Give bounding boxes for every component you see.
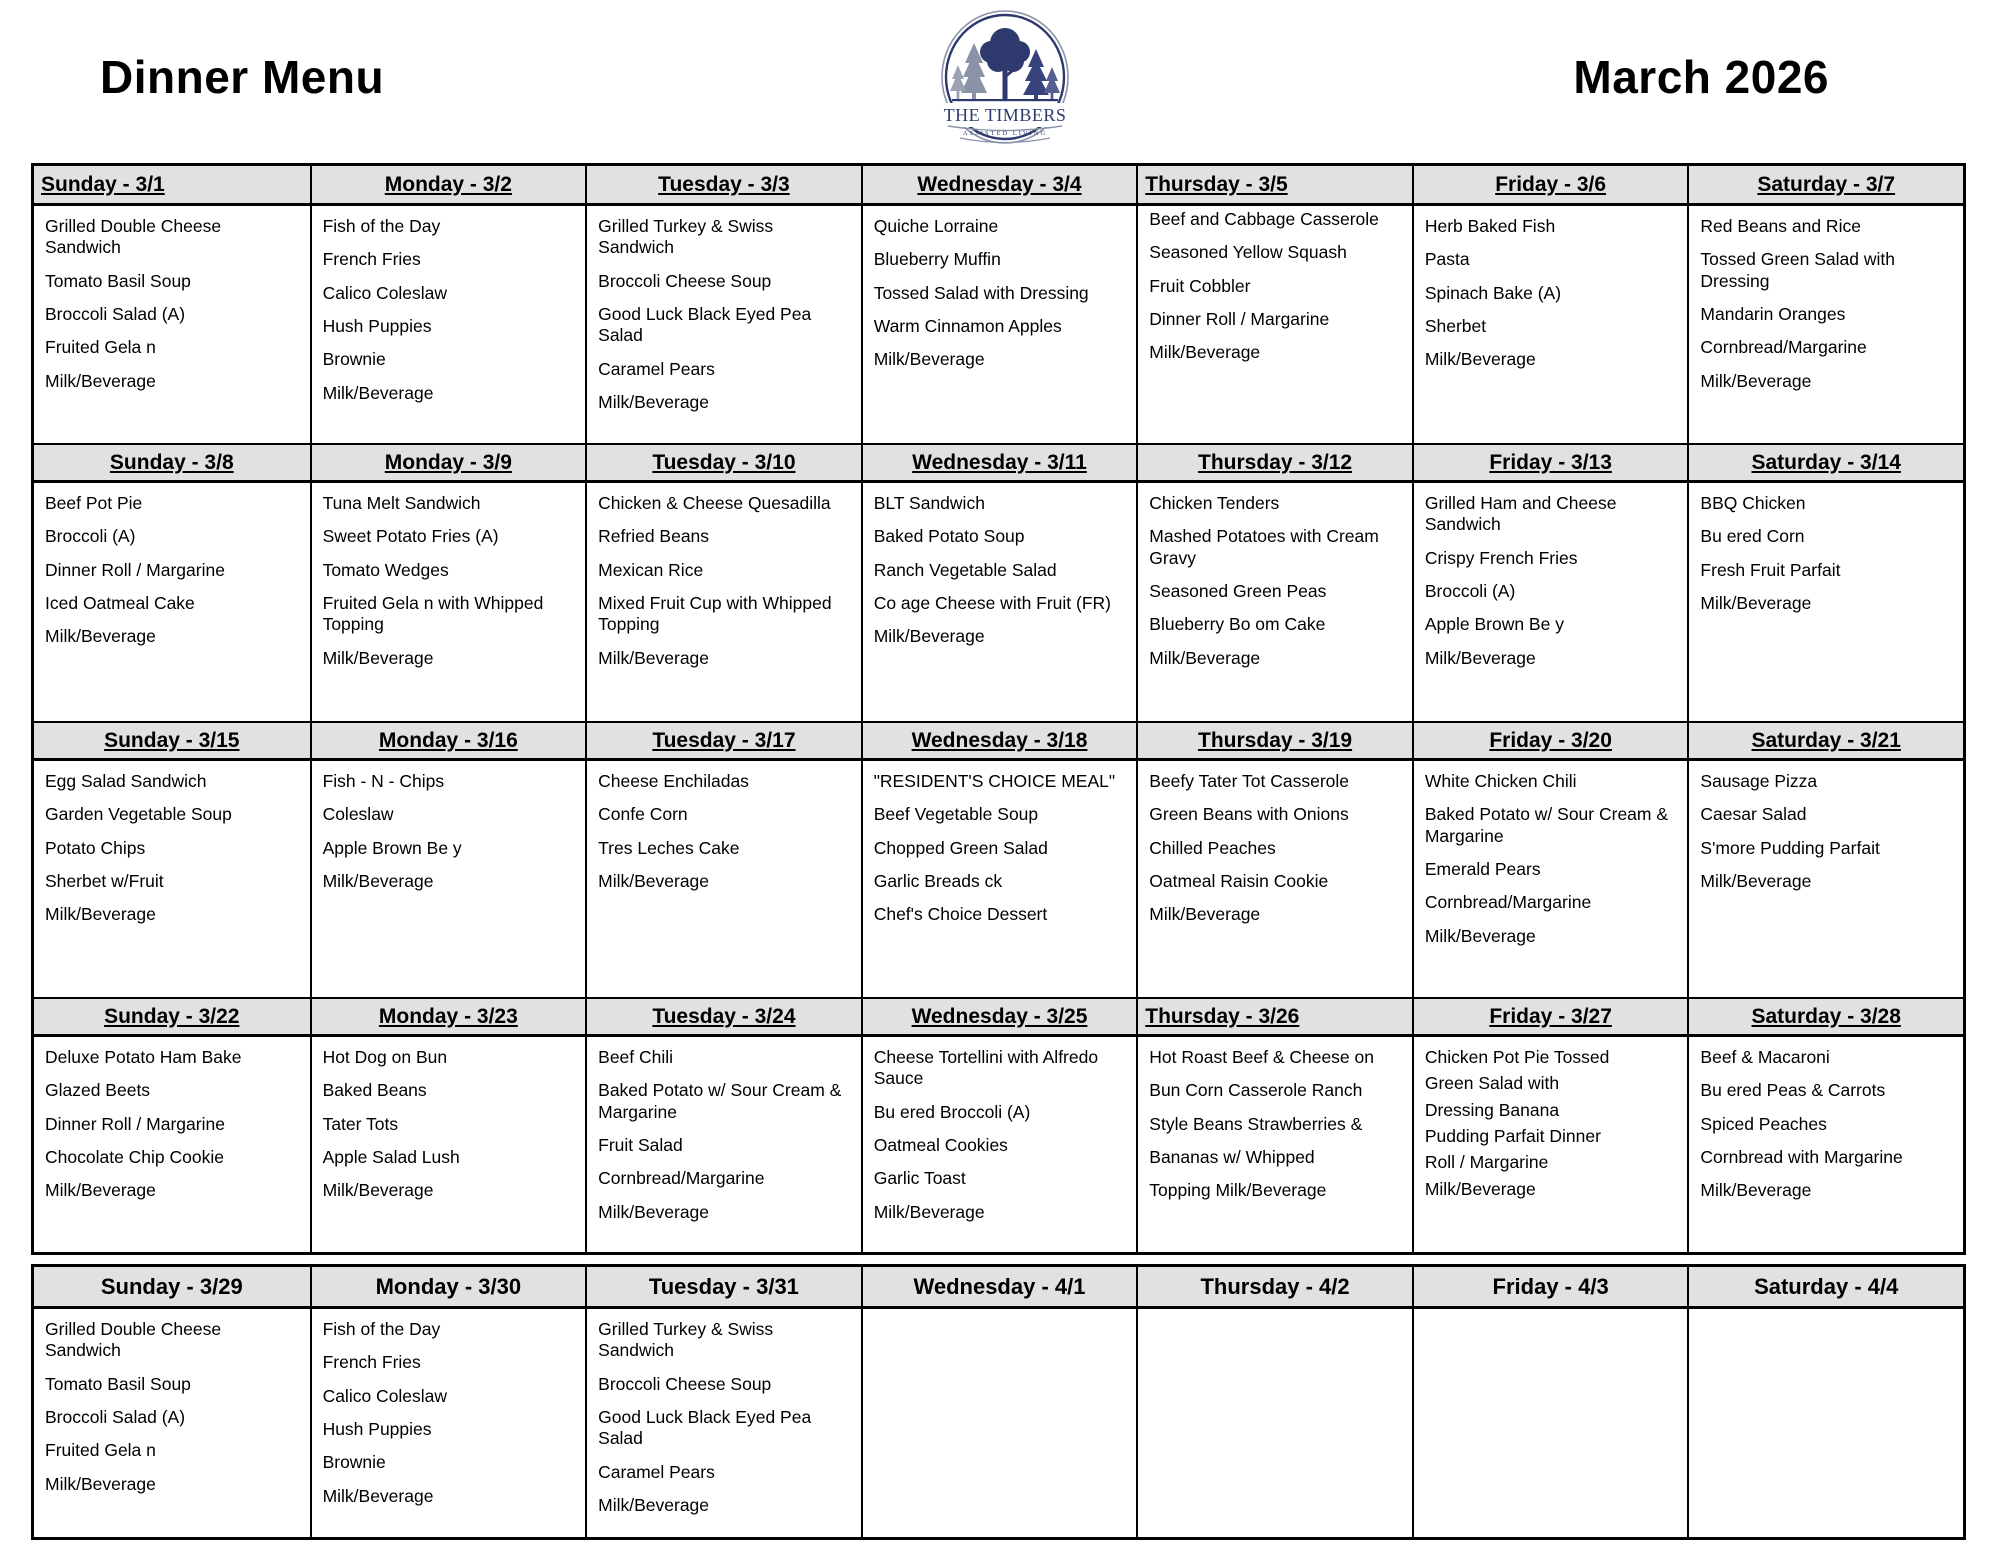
day-cell <box>310 206 586 443</box>
day-cell <box>1687 206 1963 443</box>
menu-item: Cornbread/Margarine <box>1700 337 1867 358</box>
day-header-label: Saturday - 3/14 <box>1751 450 1901 474</box>
timbers-logo-graphic <box>930 4 1080 156</box>
menu-item: Cheese Tortellini with Alfredo Sauce <box>873 1047 1099 1089</box>
day-cell <box>585 1037 861 1252</box>
day-header <box>861 721 1137 761</box>
day-header <box>861 1267 1137 1309</box>
menu-item: Bu ered Peas & Carrots <box>1700 1080 1886 1101</box>
day-cell <box>861 761 1137 997</box>
menu-item: Sweet Potato Fries (A) <box>322 526 499 547</box>
day-header-label: Monday - 3/2 <box>384 172 512 196</box>
menu-item: Cheese Enchiladas <box>598 771 749 791</box>
menu-item: Milk/Beverage <box>322 1180 434 1201</box>
menu-item: Quiche Lorraine <box>873 216 999 236</box>
menu-item: Milk/Beverage <box>598 647 710 668</box>
day-cell <box>1136 206 1412 443</box>
day-header-label: Wednesday - 3/25 <box>911 1004 1088 1028</box>
menu-item: Fruit Cobbler <box>1149 275 1251 296</box>
day-header-label: Wednesday - 4/1 <box>913 1273 1086 1299</box>
menu-item: Grilled Ham and Cheese Sandwich <box>1424 493 1617 535</box>
menu-item: Milk/Beverage <box>1700 1180 1812 1201</box>
menu-item: Milk/Beverage <box>1149 904 1261 925</box>
menu-item: Milk/Beverage <box>322 1485 434 1506</box>
menu-item: Egg Salad Sandwich <box>45 771 207 791</box>
menu-item: Milk/Beverage <box>1700 370 1812 391</box>
menu-item: Tuna Melt Sandwich <box>322 493 481 513</box>
day-header <box>1136 166 1412 206</box>
day-header <box>585 1267 861 1309</box>
week-row-4 <box>34 997 1963 1252</box>
menu-item: Broccoli Salad (A) <box>45 1407 186 1428</box>
menu-item: Beefy Tater Tot Casserole <box>1149 771 1350 791</box>
day-cell <box>1136 1037 1412 1252</box>
menu-item: S'more Pudding Parfait <box>1700 837 1880 858</box>
day-cell <box>310 1037 586 1252</box>
menu-item: Hot Roast Beef & Cheese on <box>1149 1047 1374 1067</box>
day-cell <box>1687 1037 1963 1252</box>
day-header <box>1687 721 1963 761</box>
day-header <box>861 443 1137 483</box>
day-header <box>1687 1267 1963 1309</box>
day-cell <box>1687 1309 1963 1537</box>
menu-item: Baked Beans <box>322 1080 427 1101</box>
menu-item: Milk/Beverage <box>1424 349 1536 370</box>
menu-item: BLT Sandwich <box>873 493 985 513</box>
day-header <box>34 443 310 483</box>
menu-item: Dinner Roll / Margarine <box>45 559 225 580</box>
menu-item: Mandarin Oranges <box>1700 304 1846 325</box>
menu-item: Emerald Pears <box>1424 859 1541 880</box>
day-header-label: Sunday - 3/29 <box>100 1273 243 1299</box>
day-header <box>1687 997 1963 1037</box>
menu-item: Milk/Beverage <box>873 349 985 370</box>
day-header <box>585 997 861 1037</box>
day-cell <box>34 1309 310 1537</box>
day-header-label: Wednesday - 3/11 <box>912 450 1087 474</box>
menu-item: Calico Coleslaw <box>322 1385 448 1406</box>
menu-item: Milk/Beverage <box>45 1473 156 1494</box>
menu-item: Milk/Beverage <box>1700 593 1812 614</box>
menu-item: Fresh Fruit Parfait <box>1700 559 1841 580</box>
menu-item: Roll / Margarine <box>1424 1152 1549 1173</box>
menu-item: Pasta <box>1424 249 1470 270</box>
day-header-label: Thursday - 3/5 <box>1145 172 1288 196</box>
menu-item: Hush Puppies <box>322 1419 432 1440</box>
day-header <box>861 166 1137 206</box>
menu-item: Milk/Beverage <box>322 871 434 892</box>
day-cell <box>34 483 310 721</box>
day-header <box>1687 166 1963 206</box>
month-title: March 2026 <box>1573 51 1829 103</box>
menu-item: Milk/Beverage <box>873 1201 985 1222</box>
menu-item: Ranch Vegetable Salad <box>873 559 1057 580</box>
menu-item: Co age Cheese with Fruit (FR) <box>873 593 1112 614</box>
menu-item: Milk/Beverage <box>598 1495 710 1516</box>
menu-item: Red Beans and Rice <box>1700 216 1861 236</box>
menu-item: Milk/Beverage <box>45 904 156 925</box>
menu-item: Coleslaw <box>322 804 394 825</box>
day-header-label: Saturday - 3/28 <box>1751 1004 1901 1028</box>
day-cell <box>861 206 1137 443</box>
day-cell <box>1412 206 1688 443</box>
menu-item: French Fries <box>322 249 421 270</box>
day-header-label: Sunday - 3/15 <box>104 728 240 752</box>
menu-item: Milk/Beverage <box>1424 1178 1536 1199</box>
menu-item: Hush Puppies <box>322 316 432 337</box>
menu-item: Glazed Beets <box>45 1080 151 1101</box>
menu-item: Milk/Beverage <box>1149 342 1261 363</box>
menu-item: Chicken & Cheese Quesadilla <box>598 493 831 513</box>
day-header <box>1136 721 1412 761</box>
menu-item: Bananas w/ Whipped <box>1149 1147 1315 1168</box>
menu-item: Garlic Toast <box>873 1168 966 1189</box>
menu-item: Milk/Beverage <box>45 626 156 647</box>
day-header <box>310 997 586 1037</box>
day-header <box>1412 443 1688 483</box>
menu-item: Pudding Parfait Dinner <box>1424 1126 1601 1147</box>
day-cell <box>1136 1309 1412 1537</box>
menu-item: Milk/Beverage <box>873 626 985 647</box>
day-header-label: Thursday - 3/12 <box>1198 450 1353 474</box>
menu-item: Blueberry Muffin <box>873 249 1001 270</box>
menu-item: Fruited Gela n with Whipped Topping <box>322 593 544 635</box>
menu-item: Beef Pot Pie <box>45 493 143 513</box>
week-row-5 <box>34 1267 1963 1537</box>
menu-item: Calico Coleslaw <box>322 282 448 303</box>
day-header-label: Monday - 3/16 <box>378 728 518 752</box>
menu-item: Seasoned Green Peas <box>1149 581 1327 602</box>
menu-item: Green Salad with <box>1424 1073 1560 1094</box>
menu-item: Caesar Salad <box>1700 804 1807 825</box>
menu-item: Grilled Double Cheese Sandwich <box>45 216 222 258</box>
week-row-2 <box>34 443 1963 721</box>
menu-item: Bu ered Corn <box>1700 526 1805 547</box>
menu-item: Style Beans Strawberries & <box>1149 1113 1363 1134</box>
day-header-label: Friday - 3/20 <box>1489 728 1612 752</box>
menu-calendar-week-5 <box>31 1264 1966 1540</box>
menu-item: Deluxe Potato Ham Bake <box>45 1047 242 1067</box>
day-header <box>310 166 586 206</box>
day-cell <box>1136 483 1412 721</box>
day-cell <box>310 761 586 997</box>
menu-item: Broccoli (A) <box>1424 581 1516 602</box>
day-header <box>1136 443 1412 483</box>
day-cell <box>1412 761 1688 997</box>
menu-item: Dinner Roll / Margarine <box>1149 309 1330 330</box>
day-cell <box>585 206 861 443</box>
day-cell <box>34 206 310 443</box>
day-header-label: Thursday - 3/26 <box>1145 1004 1300 1028</box>
day-cell <box>585 483 861 721</box>
menu-item: Milk/Beverage <box>598 871 710 892</box>
menu-item: Chicken Tenders <box>1149 493 1280 513</box>
menu-item: Baked Potato w/ Sour Cream & Margarine <box>598 1080 842 1122</box>
menu-item: Spinach Bake (A) <box>1424 282 1562 303</box>
day-header <box>34 1267 310 1309</box>
menu-item: Dinner Roll / Margarine <box>45 1113 225 1134</box>
menu-item: Topping Milk/Beverage <box>1149 1180 1327 1201</box>
day-header-label: Monday - 3/30 <box>375 1273 522 1299</box>
day-header-label: Sunday - 3/22 <box>104 1004 240 1028</box>
day-header-label: Tuesday - 3/17 <box>652 728 796 752</box>
day-header-label: Tuesday - 3/31 <box>648 1273 799 1299</box>
day-cell <box>1136 761 1412 997</box>
menu-item: Chopped Green Salad <box>873 837 1048 858</box>
menu-item: Apple Brown Be y <box>1424 614 1564 635</box>
menu-item: Milk/Beverage <box>322 382 434 403</box>
day-cell <box>861 1309 1137 1537</box>
menu-item: Bun Corn Casserole Ranch <box>1149 1080 1363 1101</box>
menu-item: Mashed Potatoes with Cream Gravy <box>1149 526 1379 568</box>
day-cell <box>585 761 861 997</box>
menu-item: Fruit Salad <box>598 1135 683 1156</box>
week-row-1 <box>34 166 1963 443</box>
menu-item: Broccoli Cheese Soup <box>598 1373 772 1394</box>
menu-item: Tossed Green Salad with Dressing <box>1700 249 1895 291</box>
page-title: Dinner Menu <box>100 51 385 103</box>
day-header <box>1412 721 1688 761</box>
menu-item: Baked Potato Soup <box>873 526 1025 547</box>
menu-item: Beef Chili <box>598 1047 674 1067</box>
day-header-label: Saturday - 3/7 <box>1757 172 1896 196</box>
menu-item: Warm Cinnamon Apples <box>873 316 1062 337</box>
menu-item: Garden Vegetable Soup <box>45 804 232 825</box>
menu-item: Sausage Pizza <box>1700 771 1818 791</box>
main-tree-icon <box>980 28 1030 99</box>
day-header-label: Friday - 4/3 <box>1492 1273 1609 1299</box>
day-header-label: Friday - 3/13 <box>1489 450 1612 474</box>
day-header <box>34 166 310 206</box>
menu-item: Garlic Breads ck <box>873 871 1003 892</box>
menu-item: Chilled Peaches <box>1149 837 1276 858</box>
menu-item: Chef's Choice Dessert <box>873 904 1048 925</box>
day-header <box>585 166 861 206</box>
menu-calendar-weeks-1-4 <box>31 163 1966 1255</box>
day-cell <box>1412 1037 1688 1252</box>
menu-item: Milk/Beverage <box>45 370 156 391</box>
day-header-label: Tuesday - 3/3 <box>658 172 790 196</box>
day-cell <box>585 1309 861 1537</box>
menu-item: Spiced Peaches <box>1700 1113 1827 1134</box>
day-header <box>585 443 861 483</box>
day-cell <box>1412 1309 1688 1537</box>
menu-item: Mixed Fruit Cup with Whipped Topping <box>598 593 832 635</box>
menu-item: Iced Oatmeal Cake <box>45 593 195 614</box>
day-cell <box>310 1309 586 1537</box>
menu-item: Tossed Salad with Dressing <box>873 282 1089 303</box>
menu-item: Brownie <box>322 1452 386 1473</box>
menu-item: Sherbet w/Fruit <box>45 871 164 892</box>
day-header <box>310 721 586 761</box>
menu-item: Caramel Pears <box>598 1461 715 1482</box>
day-cell <box>310 483 586 721</box>
day-header-label: Thursday - 4/2 <box>1200 1273 1350 1299</box>
day-header-label: Saturday - 3/21 <box>1751 728 1901 752</box>
day-cell <box>34 1037 310 1252</box>
menu-item: Milk/Beverage <box>1700 871 1812 892</box>
day-header <box>1412 1267 1688 1309</box>
day-header-label: Thursday - 3/19 <box>1198 728 1353 752</box>
menu-item: Refried Beans <box>598 526 710 547</box>
menu-item: Milk/Beverage <box>598 392 710 413</box>
menu-item: Milk/Beverage <box>1424 647 1536 668</box>
menu-item: Grilled Turkey & Swiss Sandwich <box>598 216 774 258</box>
day-header <box>1412 997 1688 1037</box>
week-row-3 <box>34 721 1963 997</box>
menu-item: Tomato Wedges <box>322 559 449 580</box>
menu-item: Chicken Pot Pie Tossed <box>1424 1047 1610 1067</box>
menu-item: Fish of the Day <box>322 1319 441 1339</box>
day-header <box>1687 443 1963 483</box>
menu-item: Fruited Gela n <box>45 1440 156 1461</box>
menu-item: French Fries <box>322 1352 421 1373</box>
timbers-logo <box>930 4 1080 156</box>
menu-item: Good Luck Black Eyed Pea Salad <box>598 304 812 346</box>
menu-item: Green Beans with Onions <box>1149 804 1349 825</box>
menu-item: Oatmeal Raisin Cookie <box>1149 871 1329 892</box>
menu-item: White Chicken Chili <box>1424 771 1577 791</box>
menu-item: Bu ered Broccoli (A) <box>873 1101 1031 1122</box>
menu-item: Herb Baked Fish <box>1424 216 1556 236</box>
day-header-label: Monday - 3/23 <box>378 1004 518 1028</box>
day-header-label: Friday - 3/6 <box>1495 172 1607 196</box>
menu-item: Milk/Beverage <box>598 1201 710 1222</box>
menu-item: Tres Leches Cake <box>598 837 740 858</box>
menu-item: "RESIDENT'S CHOICE MEAL" <box>873 771 1116 791</box>
pine-tree-small-icon <box>950 65 966 99</box>
menu-item: Beef & Macaroni <box>1700 1047 1830 1067</box>
menu-item: Oatmeal Cookies <box>873 1135 1008 1156</box>
menu-item: Beef Vegetable Soup <box>873 804 1039 825</box>
day-cell <box>34 761 310 997</box>
day-header-label: Sunday - 3/1 <box>41 172 165 196</box>
day-header <box>1412 166 1688 206</box>
day-header-label: Monday - 3/9 <box>384 450 512 474</box>
day-cell <box>1687 483 1963 721</box>
day-header <box>310 1267 586 1309</box>
day-cell <box>1412 483 1688 721</box>
day-cell <box>861 483 1137 721</box>
day-header-label: Friday - 3/27 <box>1489 1004 1612 1028</box>
menu-item: Sherbet <box>1424 316 1487 337</box>
day-header-label: Tuesday - 3/24 <box>652 1004 796 1028</box>
menu-item: Hot Dog on Bun <box>322 1047 448 1067</box>
menu-item: Milk/Beverage <box>322 647 434 668</box>
day-header <box>1136 1267 1412 1309</box>
day-header-label: Sunday - 3/8 <box>109 450 234 474</box>
day-header-label: Tuesday - 3/10 <box>652 450 796 474</box>
logo-subtitle-text: ASSISTED LIVING <box>962 130 1048 137</box>
day-header <box>34 997 310 1037</box>
day-header <box>861 997 1137 1037</box>
menu-item: Grilled Turkey & Swiss Sandwich <box>598 1319 774 1361</box>
menu-item: Fruited Gela n <box>45 337 156 358</box>
menu-item: Beef and Cabbage Casserole <box>1149 209 1379 229</box>
menu-item: BBQ Chicken <box>1700 493 1806 513</box>
menu-item: Cornbread/Margarine <box>1424 892 1592 913</box>
menu-item: Tomato Basil Soup <box>45 1373 191 1394</box>
menu-item: Apple Salad Lush <box>322 1147 460 1168</box>
menu-item: Apple Brown Be y <box>322 837 462 858</box>
day-header <box>1136 997 1412 1037</box>
menu-item: Cornbread/Margarine <box>598 1168 765 1189</box>
day-header <box>310 443 586 483</box>
menu-item: Broccoli Cheese Soup <box>598 270 772 291</box>
day-cell <box>861 1037 1137 1252</box>
menu-item: Milk/Beverage <box>1424 925 1536 946</box>
menu-item: Dressing Banana <box>1424 1099 1560 1120</box>
menu-item: Good Luck Black Eyed Pea Salad <box>598 1407 812 1449</box>
day-header-label: Saturday - 4/4 <box>1754 1273 1899 1299</box>
menu-item: Tomato Basil Soup <box>45 270 191 291</box>
menu-item: Brownie <box>322 349 386 370</box>
menu-item: Baked Potato w/ Sour Cream & Margarine <box>1424 804 1669 846</box>
menu-item: Seasoned Yellow Squash <box>1149 242 1347 263</box>
menu-item: Fish - N - Chips <box>322 771 445 791</box>
menu-item: Crispy French Fries <box>1424 547 1578 568</box>
day-cell <box>1687 761 1963 997</box>
day-header <box>34 721 310 761</box>
day-header-label: Wednesday - 3/4 <box>917 172 1082 196</box>
menu-item: Caramel Pears <box>598 358 715 379</box>
menu-item: Milk/Beverage <box>1149 647 1261 668</box>
menu-item: Tater Tots <box>322 1113 399 1134</box>
menu-item: Potato Chips <box>45 837 146 858</box>
menu-item: Cornbread with Margarine <box>1700 1147 1903 1168</box>
menu-item: Milk/Beverage <box>45 1180 156 1201</box>
page-header <box>0 0 1999 163</box>
menu-item: Grilled Double Cheese Sandwich <box>45 1319 222 1361</box>
menu-item: Chocolate Chip Cookie <box>45 1147 224 1168</box>
menu-item: Confe Corn <box>598 804 688 825</box>
day-header-label: Wednesday - 3/18 <box>911 728 1088 752</box>
menu-item: Broccoli Salad (A) <box>45 304 186 325</box>
logo-title-text: THE TIMBERS <box>943 105 1067 125</box>
menu-item: Fish of the Day <box>322 216 441 236</box>
menu-item: Blueberry Bo om Cake <box>1149 614 1326 635</box>
menu-item: Broccoli (A) <box>45 526 136 547</box>
day-header <box>585 721 861 761</box>
menu-item: Mexican Rice <box>598 559 704 580</box>
